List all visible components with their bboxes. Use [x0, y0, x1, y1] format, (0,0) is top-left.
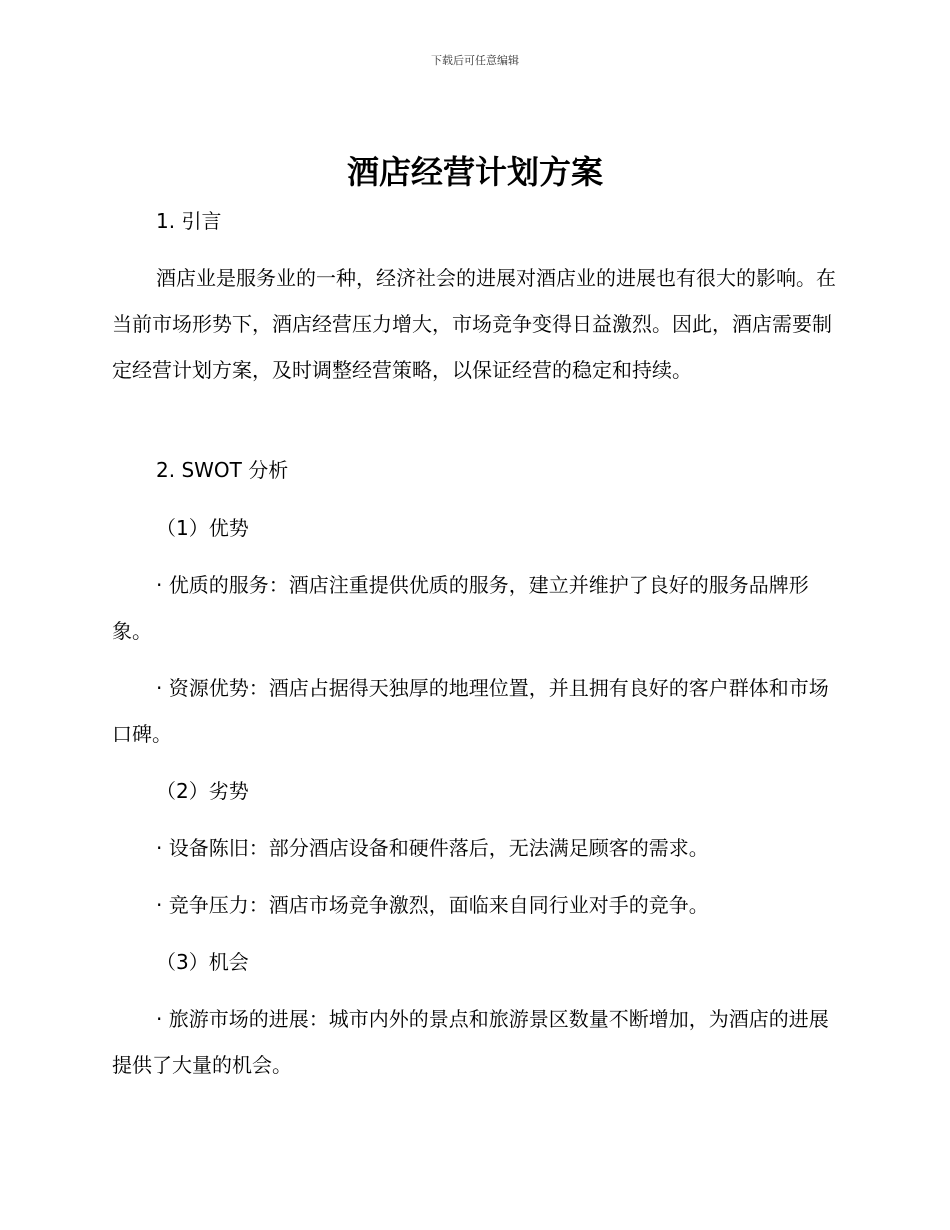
introduction-paragraph: 酒店业是服务业的一种，经济社会的进展对酒店业的进展也有很大的影响。在当前市场形势下，酒店经营压力增大，市场竞争变得日益激烈。因此，酒店需要制定经营计划方案，及时调整经营策略，以保证经营的稳定和持续。 — [112, 266, 836, 382]
weakness-item-equipment: · 设备陈旧：部分酒店设备和硬件落后，无法满足顾客的需求。 — [156, 836, 709, 860]
strength-item-resources: · 资源优势：酒店占据得天独厚的地理位置，并且拥有良好的客户群体和市场口碑。 — [112, 676, 829, 746]
swot-weaknesses-label: （2）劣势 — [156, 779, 249, 803]
opportunity-item-tourism: · 旅游市场的进展：城市内外的景点和旅游景区数量不断增加，为酒店的进展提供了大量的机会。 — [112, 1007, 829, 1077]
weakness-item-competition: · 竞争压力：酒店市场竞争激烈，面临来自同行业对手的竞争。 — [156, 893, 709, 917]
document-title: 酒店经营计划方案 — [346, 153, 603, 191]
strength-item-service: · 优质的服务：酒店注重提供优质的服务，建立并维护了良好的服务品牌形象。 — [112, 573, 809, 643]
section-heading-swot: 2. SWOT 分析 — [156, 458, 289, 482]
swot-strengths-label: （1）优势 — [156, 516, 249, 540]
section-heading-introduction: 1. 引言 — [156, 209, 222, 233]
swot-opportunities-label: （3）机会 — [156, 950, 249, 974]
page-header-note: 下载后可任意编辑 — [431, 54, 519, 67]
